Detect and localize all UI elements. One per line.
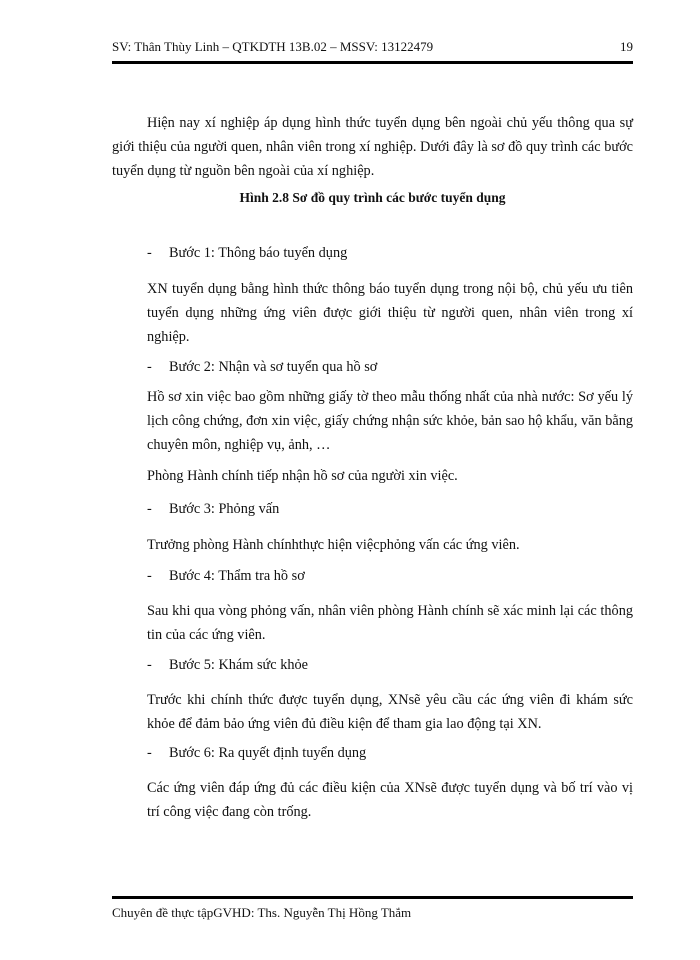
step-4-title [147, 568, 305, 585]
intro-paragraph: Hiện nay xí nghiệp áp dụng hình thức tuyển dụng bên ngoài chủ yếu thông qua sự giới thiệu của người quen, nhân viên trong xí nghiệp. Dưới đây là sơ đồ quy trình các bước tuyển dụng từ nguồn bên ngoài của xí nghiệp. [112, 115, 633, 179]
step-6-paragraph: Các ứng viên đáp ứng đủ các điều kiện của XNsẽ được tuyển dụng và bố trí vào vị trí công việc đang còn trống. [147, 780, 633, 820]
step-title-text: Bước 4: Thẩm tra hồ sơ [169, 568, 305, 584]
bullet-dash: - [147, 657, 152, 673]
step-2-title [147, 359, 377, 376]
step-title-text: Bước 6: Ra quyết định tuyển dụng [169, 745, 367, 761]
step-3-paragraph: Trưởng phòng Hành chínhthực hiện việcphỏng vấn các ứng viên. [147, 537, 520, 553]
footer-text: Chuyên đề thực tậpGVHD: Ths. Nguyễn Thị Hồng Thắm [112, 905, 412, 920]
step-4-paragraph: Sau khi qua vòng phỏng vấn, nhân viên phòng Hành chính sẽ xác minh lại các thông tin của các ứng viên. [147, 603, 633, 643]
page-number: 19 [620, 39, 633, 54]
bullet-dash: - [147, 501, 152, 517]
header-student-info: SV: Thân Thùy Linh – QTKDTH 13B.02 – MSSV: 13122479 [112, 39, 434, 54]
step-1-paragraph: XN tuyển dụng bằng hình thức thông báo tuyển dụng trong nội bộ, chủ yếu ưu tiên tuyển dụng những ứng viên được giới thiệu từ người quen, nhân viên trong xí nghiệp. [147, 281, 633, 345]
step-2-paragraph-2: Phòng Hành chính tiếp nhận hồ sơ của người xin việc. [147, 468, 458, 484]
step-5-paragraph: Trước khi chính thức được tuyển dụng, XNsẽ yêu cầu các ứng viên đi khám sức khỏe để đảm bảo ứng viên đủ điều kiện để tham gia lao động tại XN. [147, 692, 633, 732]
step-5-title [147, 657, 308, 674]
footer-rule [112, 896, 633, 899]
step-title-text: Bước 2: Nhận và sơ tuyển qua hồ sơ [169, 359, 378, 375]
bullet-dash: - [147, 745, 152, 761]
step-title-text: Bước 3: Phỏng vấn [169, 501, 280, 517]
step-1-title [147, 245, 347, 262]
step-2-paragraph-1: Hồ sơ xin việc bao gồm những giấy tờ theo mẫu thống nhất của nhà nước: Sơ yếu lý lịch công chứng, đơn xin việc, giấy chứng nhận sức khỏe, bản sao hộ khẩu, văn bằng chuyên môn, nghiệp vụ, ảnh, … [147, 389, 633, 453]
header-rule [112, 61, 633, 64]
step-title-text: Bước 5: Khám sức khỏe [169, 657, 308, 673]
bullet-dash: - [147, 359, 152, 375]
bullet-dash: - [147, 568, 152, 584]
bullet-dash: - [147, 245, 152, 261]
figure-caption: Hình 2.8 Sơ đồ quy trình các bước tuyển dụng [239, 190, 506, 205]
step-3-title [147, 501, 279, 518]
step-6-title [147, 745, 366, 762]
step-title-text: Bước 1: Thông báo tuyển dụng [169, 245, 348, 261]
